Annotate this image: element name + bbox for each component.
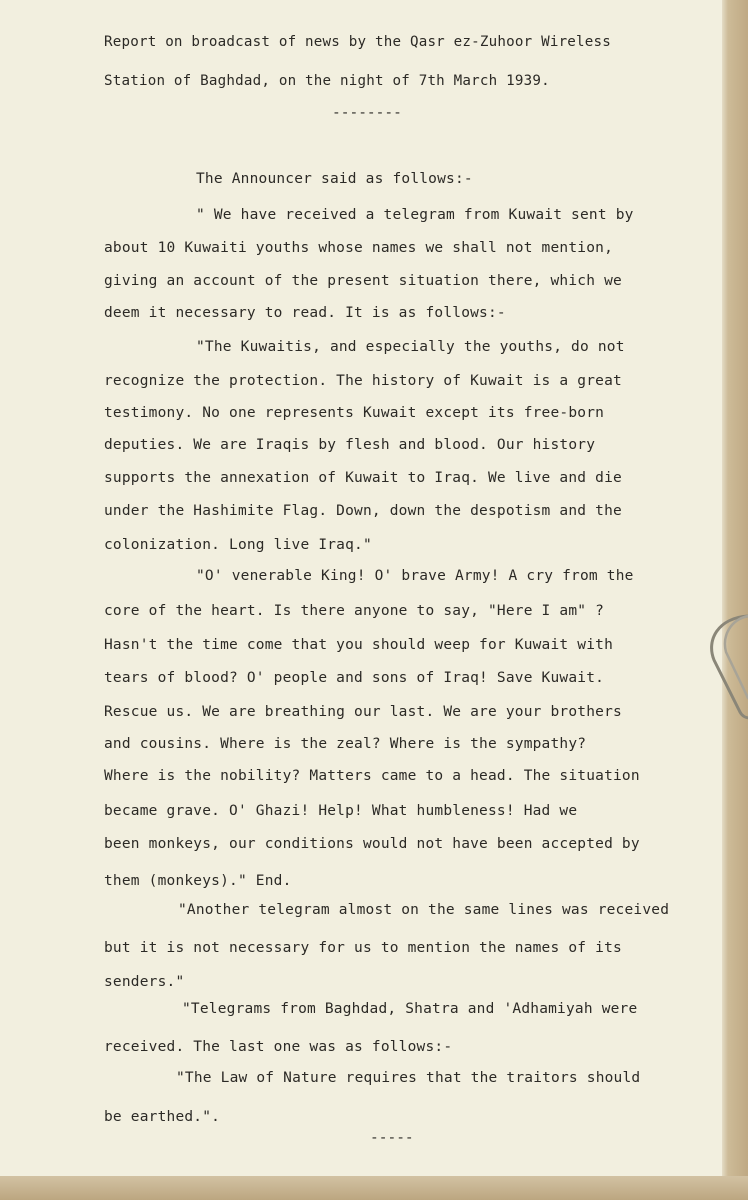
text-line: and cousins. Where is the zeal? Where is the sympathy?: [104, 736, 587, 752]
text-line: "The Law of Nature requires that the traitors should: [176, 1070, 641, 1086]
text-line: "Telegrams from Baghdad, Shatra and 'Adhamiyah were: [182, 1001, 638, 1017]
text-line: became grave. O' Ghazi! Help! What humbleness! Had we: [104, 803, 578, 819]
text-line: testimony. No one represents Kuwait except its free-born: [104, 405, 605, 421]
text-line: under the Hashimite Flag. Down, down the despotism and the: [104, 503, 622, 519]
file-folder-edge: [722, 0, 748, 1200]
text-line: tears of blood? O' people and sons of Iraq! Save Kuwait.: [104, 670, 605, 686]
text-line: "The Kuwaitis, and especially the youths, do not: [196, 339, 625, 355]
text-line: "Another telegram almost on the same lines was received: [178, 902, 670, 918]
closing-separator: -----: [370, 1130, 414, 1146]
text-line: " We have received a telegram from Kuwait sent by: [196, 207, 634, 223]
report-heading-line-2: Station of Baghdad, on the night of 7th March 1939.: [104, 73, 550, 89]
text-line: colonization. Long live Iraq.": [104, 537, 372, 553]
text-line: supports the annexation of Kuwait to Iraq. We live and die: [104, 470, 622, 486]
heading-separator: --------: [332, 105, 402, 121]
paper-clip-icon: [700, 612, 748, 724]
text-line: "O' venerable King! O' brave Army! A cry from the: [196, 568, 634, 584]
report-heading-line-1: Report on broadcast of news by the Qasr ez-Zuhoor Wireless: [104, 34, 612, 50]
text-line: deputies. We are Iraqis by flesh and blood. Our history: [104, 437, 596, 453]
text-line: but it is not necessary for us to mention the names of its: [104, 940, 622, 956]
text-line: Where is the nobility? Matters came to a head. The situation: [104, 768, 640, 784]
text-line: Rescue us. We are breathing our last. We are your brothers: [104, 704, 622, 720]
text-line: senders.": [104, 974, 185, 990]
text-line: Hasn't the time come that you should weep for Kuwait with: [104, 637, 613, 653]
text-line: The Announcer said as follows:-: [196, 171, 473, 187]
text-line: about 10 Kuwaiti youths whose names we shall not mention,: [104, 240, 613, 256]
text-line: received. The last one was as follows:-: [104, 1039, 453, 1055]
text-line: them (monkeys)." End.: [104, 873, 292, 889]
text-line: deem it necessary to read. It is as follows:-: [104, 305, 506, 321]
text-line: core of the heart. Is there anyone to say, "Here I am" ?: [104, 603, 605, 619]
text-line: recognize the protection. The history of Kuwait is a great: [104, 373, 622, 389]
text-line: be earthed.".: [104, 1109, 221, 1125]
text-line: giving an account of the present situation there, which we: [104, 273, 622, 289]
text-line: been monkeys, our conditions would not have been accepted by: [104, 836, 640, 852]
file-folder-bottom: [0, 1176, 748, 1200]
